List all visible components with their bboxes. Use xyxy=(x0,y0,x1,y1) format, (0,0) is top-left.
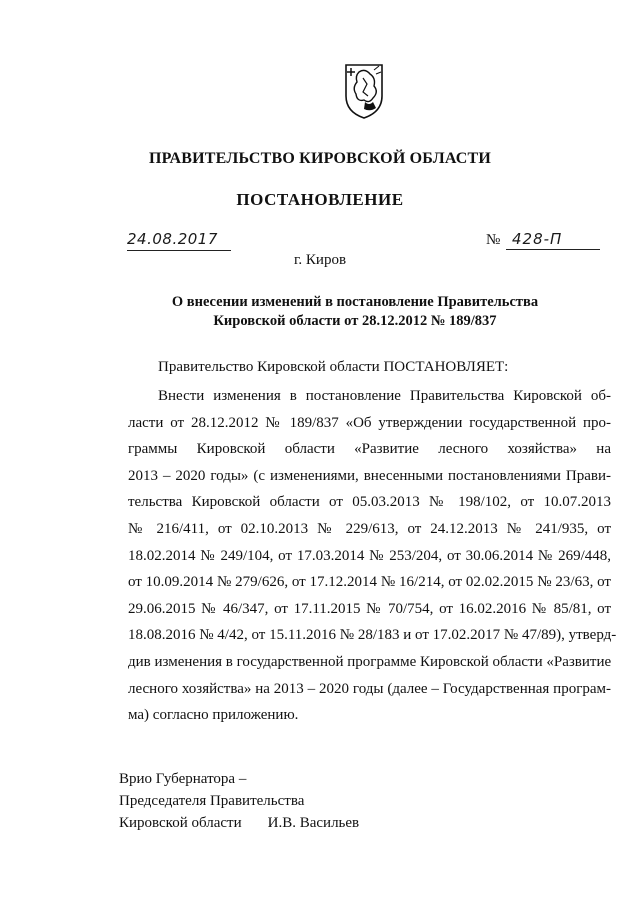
body-line: от 10.09.2014 № 279/626, от 17.12.2014 № 16/214, от 02.02.2015 № 23/63, от xyxy=(128,574,611,591)
subject-line: О внесении изменений в постановление Правительства xyxy=(171,294,539,310)
body-line: граммы Кировской области «Развитие лесного хозяйства» на xyxy=(128,441,611,458)
body-line: лесного хозяйства» на 2013 – 2020 годы (далее – Государственная програм- xyxy=(128,680,611,697)
document-subject xyxy=(130,293,580,331)
signatory-region-text: Кировской области xyxy=(119,815,242,831)
body-line: тельства Кировской области от 05.03.2013 № 198/102, от 10.07.2013 xyxy=(128,494,611,511)
document-number: 428-П xyxy=(506,228,600,250)
signatory-title: Врио Губернатора – xyxy=(119,771,247,787)
document-date: 24.08.2017 xyxy=(127,228,231,251)
government-title: ПРАВИТЕЛЬСТВО КИРОВСКОЙ ОБЛАСТИ xyxy=(148,150,492,167)
subject-line: Кировской области от 28.12.2012 № 189/837 xyxy=(213,313,497,329)
body-line: ласти от 28.12.2012 № 189/837 «Об утверждении государственной про- xyxy=(128,414,611,431)
signature-block xyxy=(119,768,359,834)
document-type: ПОСТАНОВЛЕНИЕ xyxy=(236,190,404,209)
preamble: Правительство Кировской области ПОСТАНОВЛЯЕТ: xyxy=(158,359,509,375)
body-paragraph xyxy=(128,383,617,729)
city: г. Киров xyxy=(293,252,347,268)
coat-of-arms-icon xyxy=(343,62,385,120)
signatory-region xyxy=(119,812,359,834)
body-line: 29.06.2015 № 46/347, от 17.11.2015 № 70/754, от 16.02.2016 № 85/81, от xyxy=(128,600,611,617)
body-line: див изменения в государственной программе Кировской области «Развитие xyxy=(128,653,612,670)
body-line: 2013 – 2020 годы» (с изменениями, внесенными постановлениями Прави- xyxy=(128,467,611,484)
body-line: Внести изменения в постановление Правительства Кировской об- xyxy=(158,388,611,404)
body-line: 18.08.2016 № 4/42, от 15.11.2016 № 28/183 и от 17.02.2017 № 47/89), утверд- xyxy=(128,627,617,644)
body-line: ма) согласно приложению. xyxy=(128,707,299,724)
body-line: № 216/411, от 02.10.2013 № 229/613, от 24.12.2013 № 241/935, от xyxy=(128,520,611,537)
number-label: № xyxy=(486,232,501,248)
signatory-title: Председателя Правительства xyxy=(119,793,305,809)
body-line: 18.02.2014 № 249/104, от 17.03.2014 № 253/204, от 30.06.2014 № 269/448, xyxy=(128,547,611,564)
signatory-name: И.В. Васильев xyxy=(267,815,360,831)
